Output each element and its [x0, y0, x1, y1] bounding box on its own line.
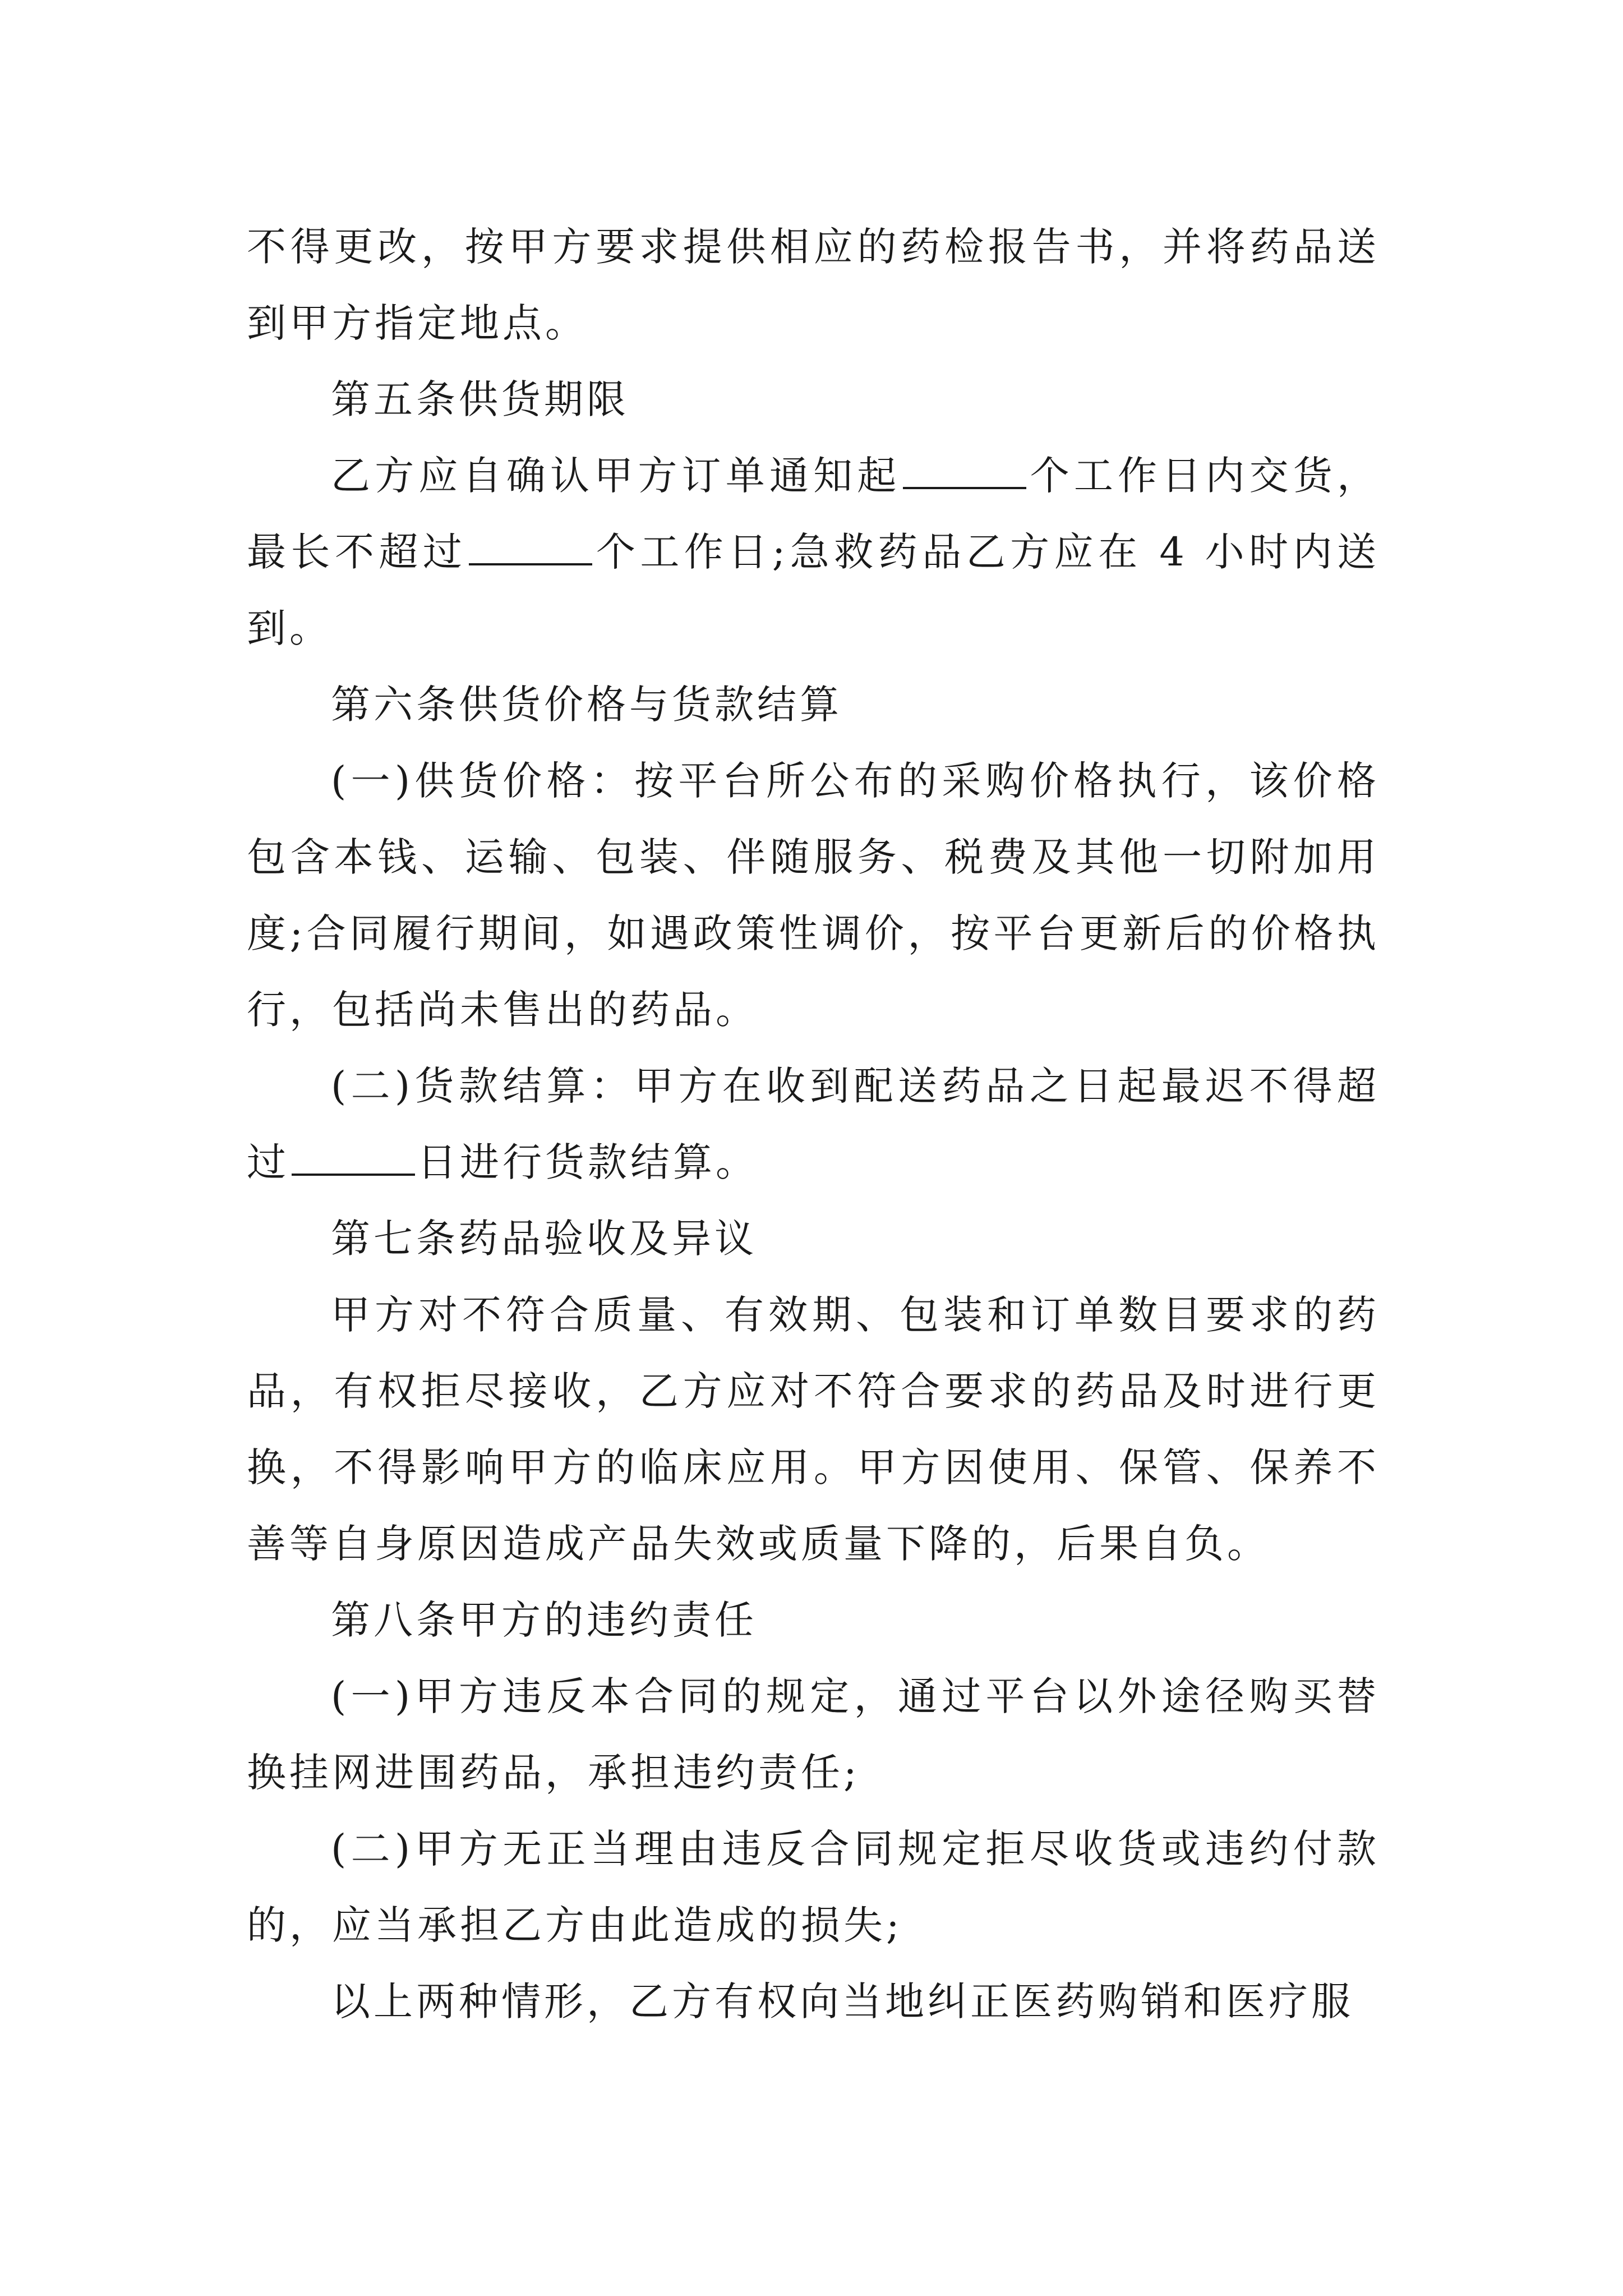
article-5-text-a: 乙方应自确认甲方订单通知起 — [331, 453, 901, 499]
article-5-text-b: 个工作日内交货，最长不超过 — [247, 453, 1380, 575]
article-8-clause-3: 以上两种情形，乙方有权向当地纠正医药购销和医疗服 — [331, 1978, 1354, 2024]
document-body — [247, 209, 1380, 2040]
fill-blank-max-workdays — [469, 524, 592, 565]
article-5-text-c: 个工作日;急救药品乙方应在 4 小时内送到。 — [247, 529, 1380, 651]
article-5-paragraph — [247, 438, 1380, 666]
article-5-heading: 第五条供货期限 — [331, 376, 629, 422]
article-7-heading: 第七条药品验收及异议 — [331, 1216, 757, 1262]
fill-blank-settlement-days — [292, 1134, 415, 1176]
article-6-heading: 第六条供货价格与货款结算 — [331, 682, 842, 728]
fill-blank-workdays — [903, 448, 1026, 489]
article-7-paragraph: 甲方对不符合质量、有效期、包装和订单数目要求的药品，有权拒尽接收，乙方应对不符合要求的药品及时进行更换，不得影响甲方的临床应用。甲方因使用、保管、保养不善等自身原因造成产品失效或质量下降的，后果自负。 — [247, 1292, 1380, 1567]
article-8-heading: 第八条甲方的违约责任 — [331, 1597, 757, 1643]
article-6-settlement-text-a: (二)货款结算：甲方在收到配送药品之日起最迟不得超过 — [247, 1063, 1380, 1185]
article-6-supply-price: (一)供货价格：按平台所公布的采购价格执行，该价格包含本钱、运输、包装、伴随服务、税费及其他一切附加用度;合同履行期间，如遇政策性调价，按平台更新后的价格执行，包括尚未售出的药品。 — [247, 758, 1380, 1033]
article-8-clause-2: (二)甲方无正当理由违反合同规定拒尽收货或违约付款的，应当承担乙方由此造成的损失; — [247, 1826, 1380, 1948]
paragraph-delivery-requirements: 不得更改，按甲方要求提供相应的药检报告书，并将药品送到甲方指定地点。 — [247, 224, 1380, 346]
article-6-settlement — [247, 1048, 1380, 1200]
article-6-settlement-text-b: 日进行货款结算。 — [417, 1139, 758, 1185]
article-8-clause-1: (一)甲方违反本合同的规定，通过平台以外途径购买替换挂网进围药品，承担违约责任; — [247, 1673, 1380, 1796]
